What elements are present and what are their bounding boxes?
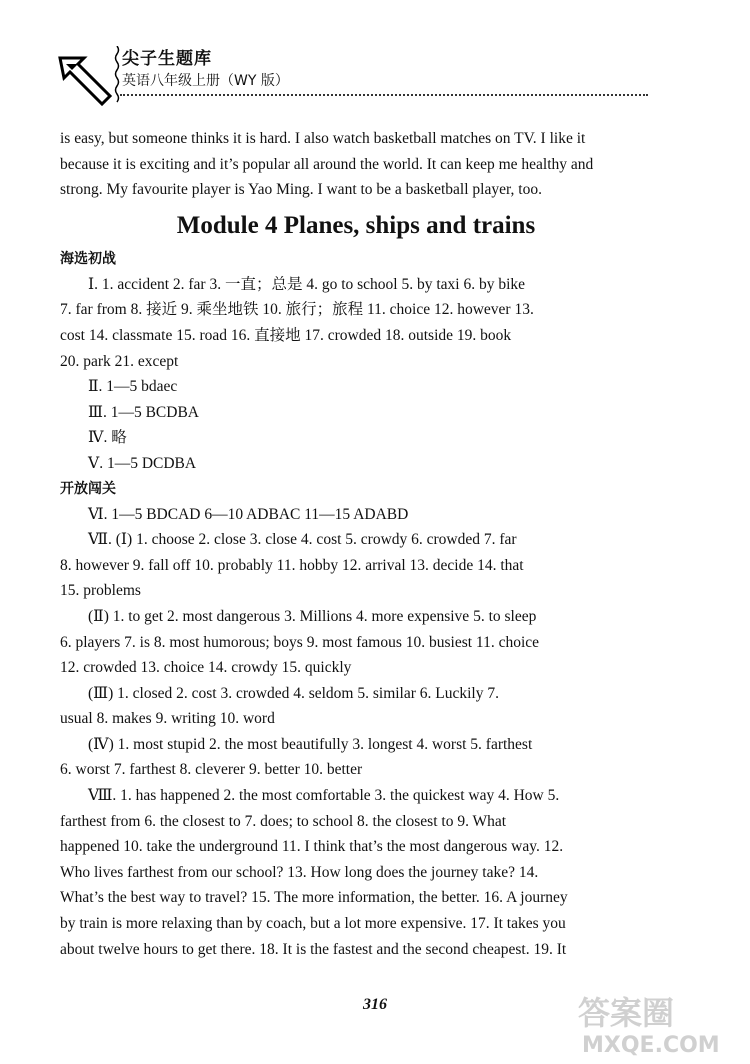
answer-line: by train is more relaxing than by coach, but a lot more expensive. 17. It takes you (60, 915, 566, 933)
answer-line: (Ⅱ) 1. to get 2. most dangerous 3. Millions 4. more expensive 5. to sleep (88, 607, 537, 625)
answer-line: Ⅳ. 略 (88, 429, 127, 447)
intro-line: strong. My favourite player is Yao Ming. I want to be a basketball player, too. (60, 181, 542, 199)
module-title: Module 4 Planes, ships and trains (176, 211, 536, 239)
answer-line: (Ⅲ) 1. closed 2. cost 3. crowded 4. seldom 5. similar 6. Luckily 7. (88, 684, 499, 702)
answer-line: 6. players 7. is 8. most humorous; boys 9. most famous 10. busiest 11. choice (60, 633, 540, 651)
page-content (60, 126, 652, 962)
section-heading-1: 海选初战 (60, 250, 116, 267)
answer-line: What’s the best way to travel? 15. The more information, the better. 16. A journey (60, 889, 568, 907)
answer-line: Ⅲ. 1—5 BCDBA (88, 403, 199, 421)
intro-line: because it is exciting and it’s popular all around the world. It can keep me healthy and (60, 155, 594, 173)
answer-line: 8. however 9. fall off 10. probably 11. hobby 12. arrival 13. decide 14. that (60, 556, 524, 574)
answer-line: Ⅵ. 1—5 BDCAD 6—10 ADBAC 11—15 ADABD (88, 505, 409, 523)
answer-line: 12. crowded 13. choice 14. crowdy 15. quickly (60, 659, 352, 677)
answer-line: usual 8. makes 9. writing 10. word (60, 710, 275, 728)
book-series-title: 尖子生题库 (122, 49, 212, 69)
answer-line: Ⅴ. 1—5 DCDBA (88, 454, 197, 472)
watermark-logo (572, 988, 742, 1058)
answer-line: 15. problems (60, 582, 141, 600)
watermark-bottom: MXQE.COM (582, 1033, 720, 1058)
answer-line: Ⅱ. 1—5 bdaec (88, 378, 178, 396)
answer-line: Ⅷ. 1. has happened 2. the most comfortable 3. the quickest way 4. How 5. (88, 787, 560, 805)
header-dotted-rule (120, 94, 648, 96)
answer-line: happened 10. take the underground 11. I think that’s the most dangerous way. 12. (60, 838, 564, 856)
answer-line: 6. worst 7. farthest 8. cleverer 9. better 10. better (60, 761, 363, 779)
answer-line: Ⅰ. 1. accident 2. far 3. 一直；总是 4. go to school 5. by taxi 6. by bike (88, 275, 526, 293)
watermark-top: 答案圈 (578, 994, 675, 1032)
answer-line: cost 14. classmate 15. road 16. 直接地 17. crowded 18. outside 19. book (60, 326, 512, 344)
arrow-logo-icon (58, 54, 116, 106)
answer-line: 7. far from 8. 接近 9. 乘坐地铁 10. 旅行；旅程 11. choice 12. however 13. (60, 301, 534, 319)
intro-line: is easy, but someone thinks it is hard. I also watch basketball matches on TV. I like it (60, 130, 586, 147)
answer-line: about twelve hours to get there. 18. It is the fastest and the second cheapest. 19. It (60, 940, 567, 958)
answer-line: 20. park 21. except (60, 352, 179, 370)
answer-line: Ⅶ. (Ⅰ) 1. choose 2. close 3. close 4. cost 5. crowdy 6. crowded 7. far (88, 531, 517, 549)
page-header (58, 44, 658, 108)
book-subtitle: 英语八年级上册（WY 版） (122, 73, 289, 89)
answer-line: Who lives farthest from our school? 13. How long does the journey take? 14. (60, 863, 539, 881)
answer-line: farthest from 6. the closest to 7. does; to school 8. the closest to 9. What (60, 812, 507, 830)
section-heading-2: 开放闯关 (60, 480, 116, 497)
answer-line: (Ⅳ) 1. most stupid 2. the most beautifully 3. longest 4. worst 5. farthest (88, 735, 533, 753)
page-number: 316 (363, 996, 387, 1013)
